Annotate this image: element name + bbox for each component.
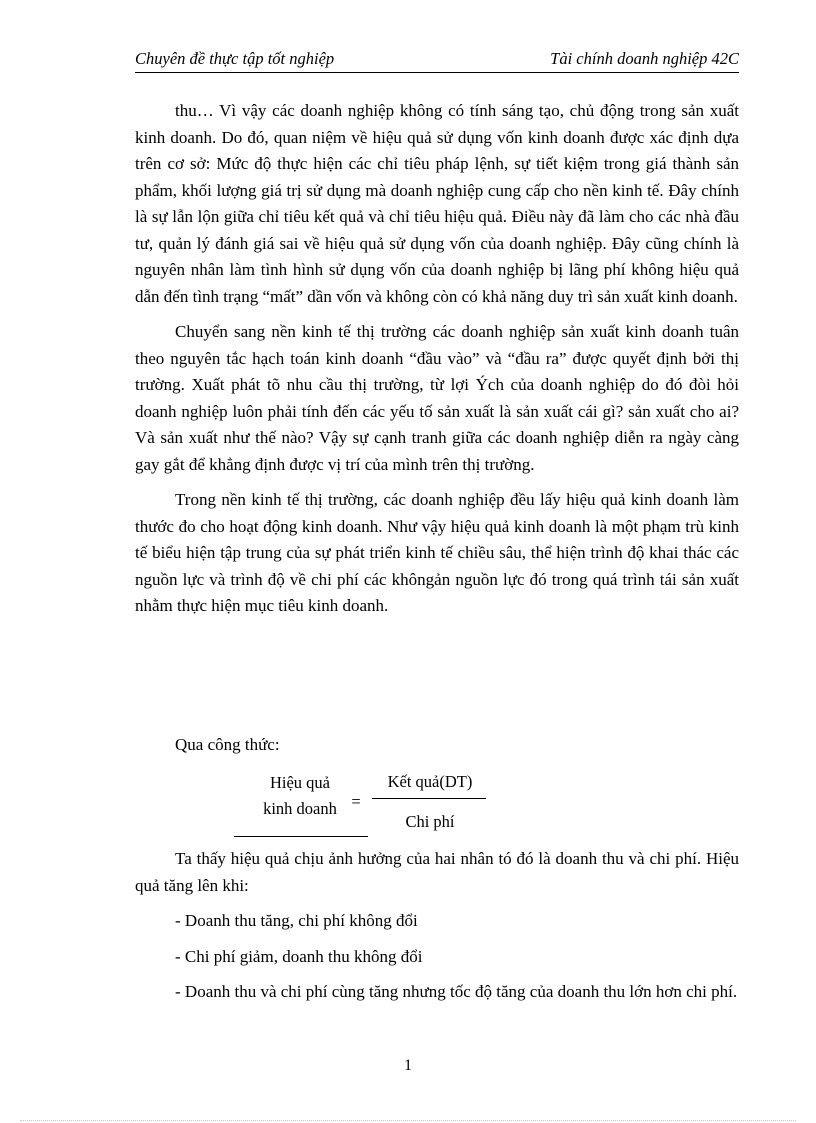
- paragraph-3: Trong nền kinh tế thị trường, các doanh nghiệp đều lấy hiệu quả kinh doanh làm thước đo cho hoạt động kinh doanh. Như vậy hiệu quả kinh doanh là một phạm trù kinh tế biểu hiện tập trung của sự phát triển kinh tế chiều sâu, thể hiện trình độ khai thác các nguồn lực và trình độ về chi phí các khôngản nguồn lực đó trong quá trình tái sản xuất nhằm thực hiện mục tiêu kinh doanh.: [135, 490, 739, 615]
- formula-numerator: Kết quả(DT): [387, 772, 473, 791]
- formula-intro: Qua công thức:: [175, 735, 280, 754]
- paragraph-1: thu… Vì vậy các doanh nghiệp không có tính sáng tạo, chủ động trong sản xuất kinh doanh. Do đó, quan niệm về hiệu quả sử dụng vốn kinh doanh được xác định dựa trên cơ sở: Mức độ thực hiện các chỉ tiêu pháp lệnh, sự tiết kiệm trong giá thành sản phẩm, khối lượng giá trị sử dụng mà doanh nghiệp cung cấp cho nền kinh tế. Đây chính là sự lẫn lộn giữa chỉ tiêu kết quả và chỉ tiêu hiệu quả. Điều này đã làm cho các nhà đầu tư, quản lý đánh giá sai về hiệu quả sử dụng vốn của doanh nghiệp. Đây cũng chính là nguyên nhân làm tình hình sử dụng vốn của doanh nghiệp bị lãng phí không hiệu quả dẫn đến tình trạng “mất” dần vốn và không còn có khả năng duy trì sản xuất kinh doanh.: [135, 101, 739, 306]
- efficiency-formula: [230, 770, 500, 840]
- page-edge-divider: [20, 1120, 796, 1121]
- formula-equals-sign: =: [351, 792, 361, 811]
- formula-lhs-line1: Hiệu quả: [269, 773, 331, 792]
- header-department: Tài chính doanh nghiệp 42C: [550, 49, 739, 68]
- formula-fraction-bar: [372, 798, 486, 799]
- page-header: [135, 48, 739, 73]
- bullet-item-2: - Chi phí giảm, doanh thu không đổi: [175, 946, 423, 966]
- formula-denominator: Chi phí: [405, 812, 455, 831]
- formula-lhs-line2: kinh doanh: [263, 799, 337, 818]
- page-number: 1: [404, 1057, 412, 1074]
- paragraph-4: Ta thấy hiệu quả chịu ảnh hưởng của hai nhân tó đó là doanh thu và chi phí. Hiệu quả tăng lên khi:: [135, 849, 739, 895]
- bullet-item-3: - Doanh thu và chi phí cùng tăng nhưng tốc độ tăng của doanh thu lớn hơn chi phí.: [175, 982, 738, 1001]
- formula-lhs-underline: [234, 836, 368, 837]
- bullet-item-1: - Doanh thu tăng, chi phí không đổi: [175, 911, 418, 930]
- header-document-title: Chuyên đề thực tập tốt nghiệp: [135, 49, 335, 68]
- paragraph-2: Chuyển sang nền kinh tế thị trường các doanh nghiệp sản xuất kinh doanh tuân theo nguyên tắc hạch toán kinh doanh “đầu vào” và “đầu ra” được quyết định bởi thị trường. Xuất phát tõ nhu cầu thị trường, từ lợi Ých của doanh nghiệp do đó đòi hỏi doanh nghiệp luôn phải tính đến các yếu tố sản xuất là sản xuất cái gì? sản xuất cho ai? Và sản xuất như thế nào? Vậy sự cạnh tranh giữa các doanh nghiệp diễn ra ngày càng gay gắt để khẳng định được vị trí của mình trên thị trường.: [135, 322, 739, 474]
- body-text-after-formula: [135, 846, 739, 1006]
- body-text: [135, 98, 739, 620]
